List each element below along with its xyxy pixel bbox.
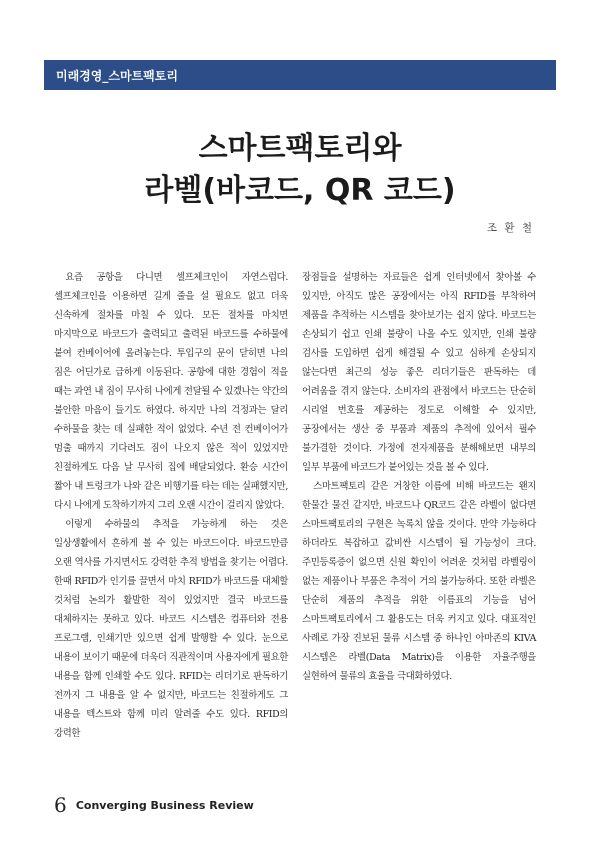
paragraph: 장점들을 설명하는 자료들은 쉽게 인터넷에서 찾아볼 수 있지만, 아직도 많은 공장에서는 아직 RFID를 부착하여 제품을 추적하는 시스템을 찾아보기는 쉽지 않다. 바코드는 손상되기 쉽고 인쇄 불량이 나올 수도 있지만, 인쇄 불량 검사를 도입하면 쉽게 해결될 수 있고 심하게 손상되지 않는다면 최근의 성능 좋은 리더기들은 판독하는 데 어려움을 겪지 않는다. 소비자의 관점에서 바코드는 단순히 시리얼 번호를 제공하는 정도로 이해할 수 있지만, 공장에서는 생산 중 부품과 제품의 추적에 있어서 필수 불가결한 것이다. 가정에 전자제품을 분해해보면 내부의 일부 부품에 바코드가 붙어있는 것을 볼 수 있다. (302, 272, 536, 473)
section-header-bar (44, 60, 556, 90)
paragraph: 스마트팩토리 같은 거창한 이름에 비해 바코드는 왠지 한물간 물건 같지만, 바코드나 QR코드 같은 라벨이 없다면 스마트팩토리의 구현은 녹록치 않을 것이다. 만약 가능하다 하더라도 복잡하고 값비싼 시스템이 될 가능성이 크다. 주민등록증이 없으면 신원 확인이 어려운 것처럼 라벨링이 없는 제품이나 부품은 추적이 거의 불가능하다. 또한 라벨은 단순히 제품의 추적을 위한 이름표의 기능을 넘어 스마트팩토리에서 그 활용도는 더욱 커지고 있다. 대표적인 사례로 가장 진보된 물류 시스템 중 하나인 아마존의 KIVA 시스템은 라벨(Data Matrix)을 이용한 자율주행을 실현하여 물류의 효율을 극대화하였다. (302, 481, 536, 682)
paragraph: 이렇게 수하물의 추적을 가능하게 하는 것은 일상생활에서 흔하게 볼 수 있는 바코드이다. 바코드만큼 오랜 역사를 가지면서도 강력한 추적 방법을 찾기는 어렵다. 한때 RFID가 인기를 끌면서 마치 RFID가 바코드를 대체할 것처럼 논의가 활발한 적이 있었지만 결국 바코드를 대체하지는 못하고 있다. 바코드 시스템은 컴퓨터와 전용 프로그램, 인쇄기만 있으면 쉽게 발행할 수 있다. 눈으로 내용이 보이기 때문에 더욱더 직관적이며 사용자에게 필요한 내용을 함께 인쇄할 수도 있다. RFID는 리더기로 판독하기 전까지 그 내용을 알 수 없지만, 바코드는 친절하게도 그 내용을 텍스트와 함께 미리 알려줄 수도 있다. RFID의 강력한 (54, 519, 288, 739)
page-number: 6 (54, 793, 67, 817)
author-name: 조 환 철 (486, 222, 534, 234)
title-line-2: 라벨(바코드, QR 코드) (144, 173, 456, 208)
body-column-right (302, 268, 536, 686)
journal-name: Converging Business Review (75, 798, 254, 812)
page-footer (54, 793, 254, 817)
article-title (44, 128, 556, 212)
paragraph: 요즘 공항을 다니면 셀프체크인이 자연스럽다. 셀프체크인을 이용하면 길게 줄을 설 필요도 없고 더욱 신속하게 절차를 마칠 수 있다. 모든 절차를 마치면 마지막으로 바코드가 출력되고 출력된 바코드를 수하물에 붙여 컨베이어에 올려놓는다. 투입구의 문이 닫히면 나의 짐은 어딘가로 급하게 이동된다. 공항에 대한 경험이 적을 때는 과연 내 짐이 무사히 나에게 전달될 수 있겠나는 약간의 불안한 마음이 들기도 하였다. 하지만 나의 걱정과는 달리 수하물을 찾는 데 실패한 적이 없었다. 수년 전 컨베이어가 멈출 때까지 기다려도 짐이 나오지 않은 적이 있었지만 친절하게도 다음 날 무사히 집에 배달되었다. 환승 시간이 짧아 내 트렁크가 나와 같은 비행기를 타는 데는 실패했지만, 다시 나에게 도착하기까지 그리 오랜 시간이 걸리지 않았다. (54, 272, 288, 511)
section-label: 미래경영_스마트팩토리 (56, 69, 178, 83)
title-line-1: 스마트팩토리와 (198, 131, 402, 166)
body-column-left (54, 268, 288, 743)
